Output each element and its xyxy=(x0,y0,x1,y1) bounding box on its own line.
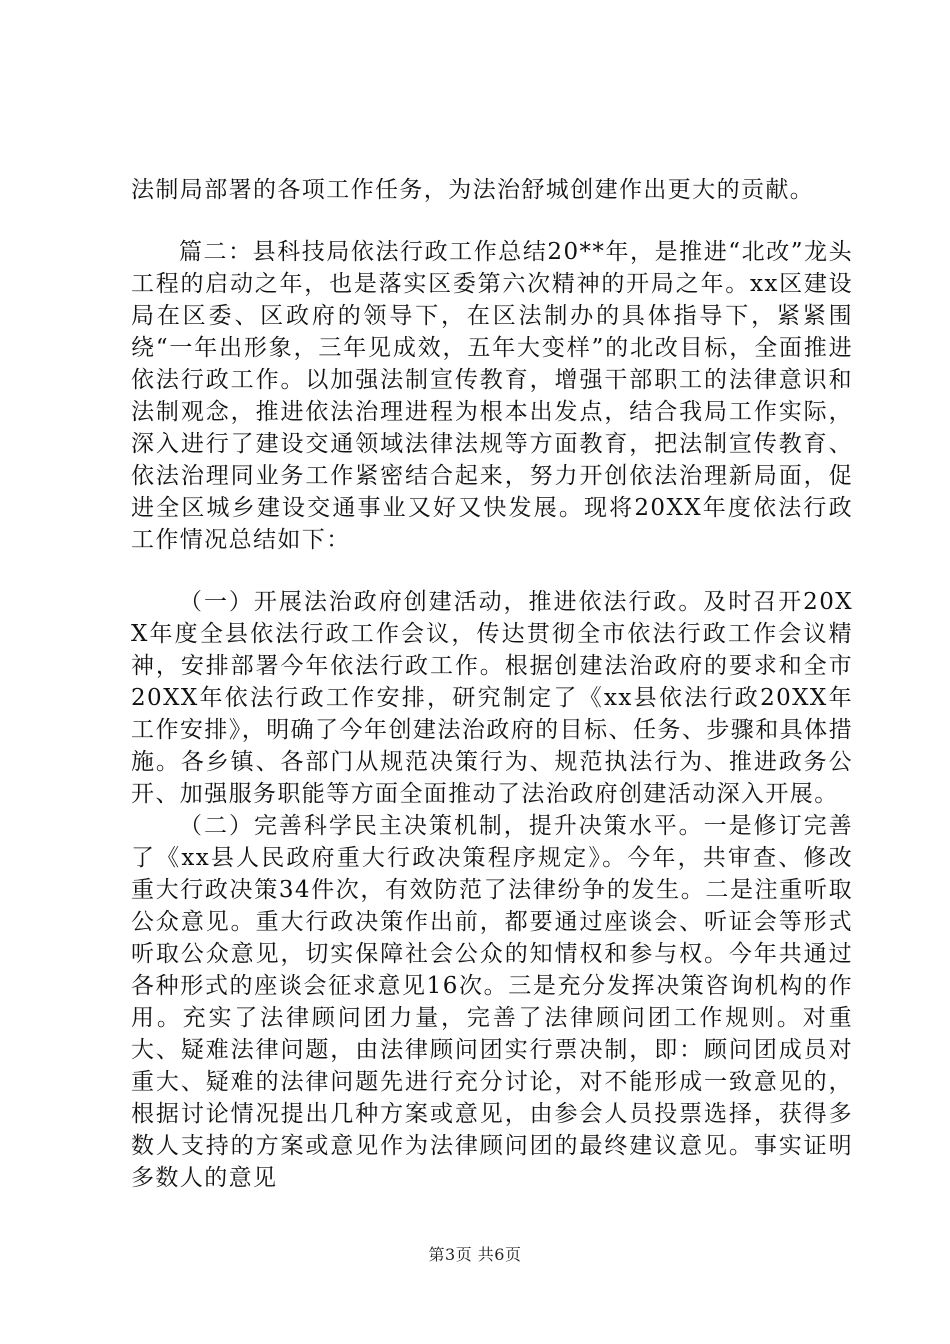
document-body xyxy=(131,174,853,1194)
page-footer: 第3页 共6页 xyxy=(428,1245,522,1264)
paragraph-article-two-intro: 篇二：县科技局依法行政工作总结20**年，是推进“北改”龙头工程的启动之年，也是落实区委第六次精神的开局之年。xx区建设局在区委、区政府的领导下，在区法制办的具体指导下，紧紧围绕“一年出形象，三年见成效，五年大变样”的北改目标，全面推进依法行政工作。以加强法制宣传教育，增强干部职工的法律意识和法制观念，推进依法治理进程为根本出发点，结合我局工作实际，深入进行了建设交通领域法律法规等方面教育，把法制宣传教育、依法治理同业务工作紧密结合起来，努力开创依法治理新局面，促进全区城乡建设交通事业又好又快发展。现将20XX年度依法行政工作情况总结如下： xyxy=(131,239,853,553)
paragraph-section-one: （一）开展法治政府创建活动，推进依法行政。及时召开20XX年度全县依法行政工作会议，传达贯彻全市依法行政工作会议精神，安排部署今年依法行政工作。根据创建法治政府的要求和全市20XX年依法行政工作安排，研究制定了《xx县依法行政20XX年工作安排》，明确了今年创建法治政府的目标、任务、步骤和具体措施。各乡镇、各部门从规范决策行为、规范执法行为、推进政务公开、加强服务职能等方面全面推动了法治政府创建活动深入开展。 xyxy=(131,589,853,807)
paragraph-continuation: 法制局部署的各项工作任务，为法治舒城创建作出更大的贡献。 xyxy=(131,177,815,203)
paragraph-section-two: （二）完善科学民主决策机制，提升决策水平。一是修订完善了《xx县人民政府重大行政决策程序规定》。今年，共审查、修改重大行政决策34件次，有效防范了法律纷争的发生。二是注重听取公众意见。重大行政决策作出前，都要通过座谈会、听证会等形式听取公众意见，切实保障社会公众的知情权和参与权。今年共通过各种形式的座谈会征求意见16次。三是充分发挥决策咨询机构的作用。充实了法律顾问团力量，完善了法律顾问团工作规则。对重大、疑难法律问题，由法律顾问团实行票决制，即：顾问团成员对重大、疑难的法律问题先进行充分讨论，对不能形成一致意见的，根据讨论情况提出几种方案或意见，由参会人员投票选择，获得多数人支持的方案或意见作为法律顾问团的最终建议意见。事实证明多数人的意见 xyxy=(131,813,853,1191)
